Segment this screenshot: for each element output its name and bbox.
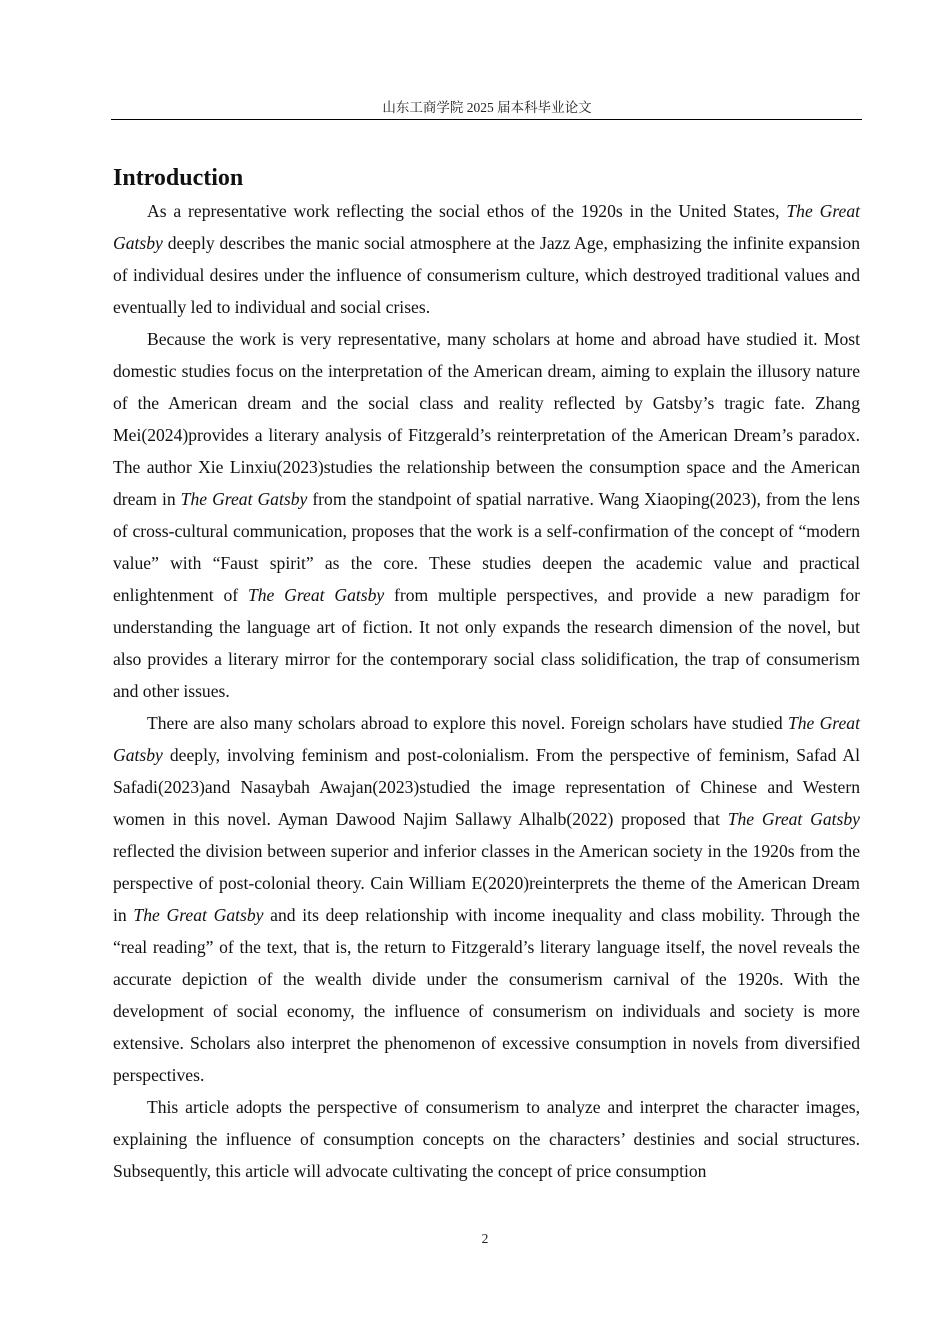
text-run: As a representative work reflecting the social ethos of the 1920s in the United States, [147,201,787,221]
book-title: The Great Gatsby [113,201,861,253]
paragraph-2 [113,323,860,707]
book-title: The Great Gatsby [247,585,385,605]
book-title: The Great Gatsby [113,713,860,765]
document-body [113,162,860,1187]
text-run: There are also many scholars abroad to explore this novel. Foreign scholars have studied [147,713,788,733]
paragraph-3 [113,707,860,1091]
book-title: The Great Gatsby [727,809,860,829]
text-run: deeply, involving feminism and post-colonialism. From the perspective of feminism, Safad Al Safadi(2023)and Nasaybah Awajan(2023)studied the image representation of Chinese and Western women in this novel. Ayman Dawood Najim Sallawy Alhalb(2022) proposed that [113,745,860,829]
book-title: The Great Gatsby [180,489,308,509]
text-run: Because the work is very representative, many scholars at home and abroad have studied it. Most domestic studies focus on the interpretation of the American dream, aiming to explain the illusory nature of the American dream and the social class and reality reflected by Gatsby’s tragic fate. Zhang Mei(2024)provides a literary analysis of Fitzgerald’s reinterpretation of the American Dream’s paradox. The author Xie Linxiu(2023)studies the relationship between the consumption space and the American dream in [113,329,860,509]
text-run: reflected the division between superior and inferior classes in the American society in the 1920s from the perspective of post-colonial theory. Cain William E(2020)reinterprets the theme of the American Dream in [113,841,860,925]
header-divider [111,119,862,120]
page-header: 山东工商学院 2025 届本科毕业论文 [382,100,592,115]
text-run: and its deep relationship with income inequality and class mobility. Through the “real reading” of the text, that is, the return to Fitzgerald’s literary language itself, the novel reveals the accurate depiction of the wealth divide under the consumerism carnival of the 1920s. With the development of social economy, the influence of consumerism on individuals and society is more extensive. Scholars also interpret the phenomenon of excessive consumption in novels from diversified perspectives. [113,905,860,1085]
text-run: This article adopts the perspective of consumerism to analyze and interpret the character images, explaining the influence of consumption concepts on the characters’ destinies and social structures. Subsequently, this article will advocate cultivating the concept of price consumption [113,1097,860,1181]
book-title: The Great Gatsby [133,905,264,925]
paragraph-1 [113,195,860,323]
text-run: from the standpoint of spatial narrative. Wang Xiaoping(2023), from the lens of cross-cultural communication, proposes that the work is a self-confirmation of the concept of “modern value” with “Faust spirit” as the core. These studies deepen the academic value and practical enlightenment of [113,489,860,605]
section-heading: Introduction [113,165,244,191]
page-number: 2 [481,1231,489,1246]
text-run: from multiple perspectives, and provide a new paradigm for understanding the language art of fiction. It not only expands the research dimension of the novel, but also provides a literary mirror for the contemporary social class solidification, the trap of consumerism and other issues. [113,585,860,701]
paragraph-4 [113,1091,860,1187]
text-run: deeply describes the manic social atmosphere at the Jazz Age, emphasizing the infinite expansion of individual desires under the influence of consumerism culture, which destroyed traditional values and eventually led to individual and social crises. [113,233,860,317]
